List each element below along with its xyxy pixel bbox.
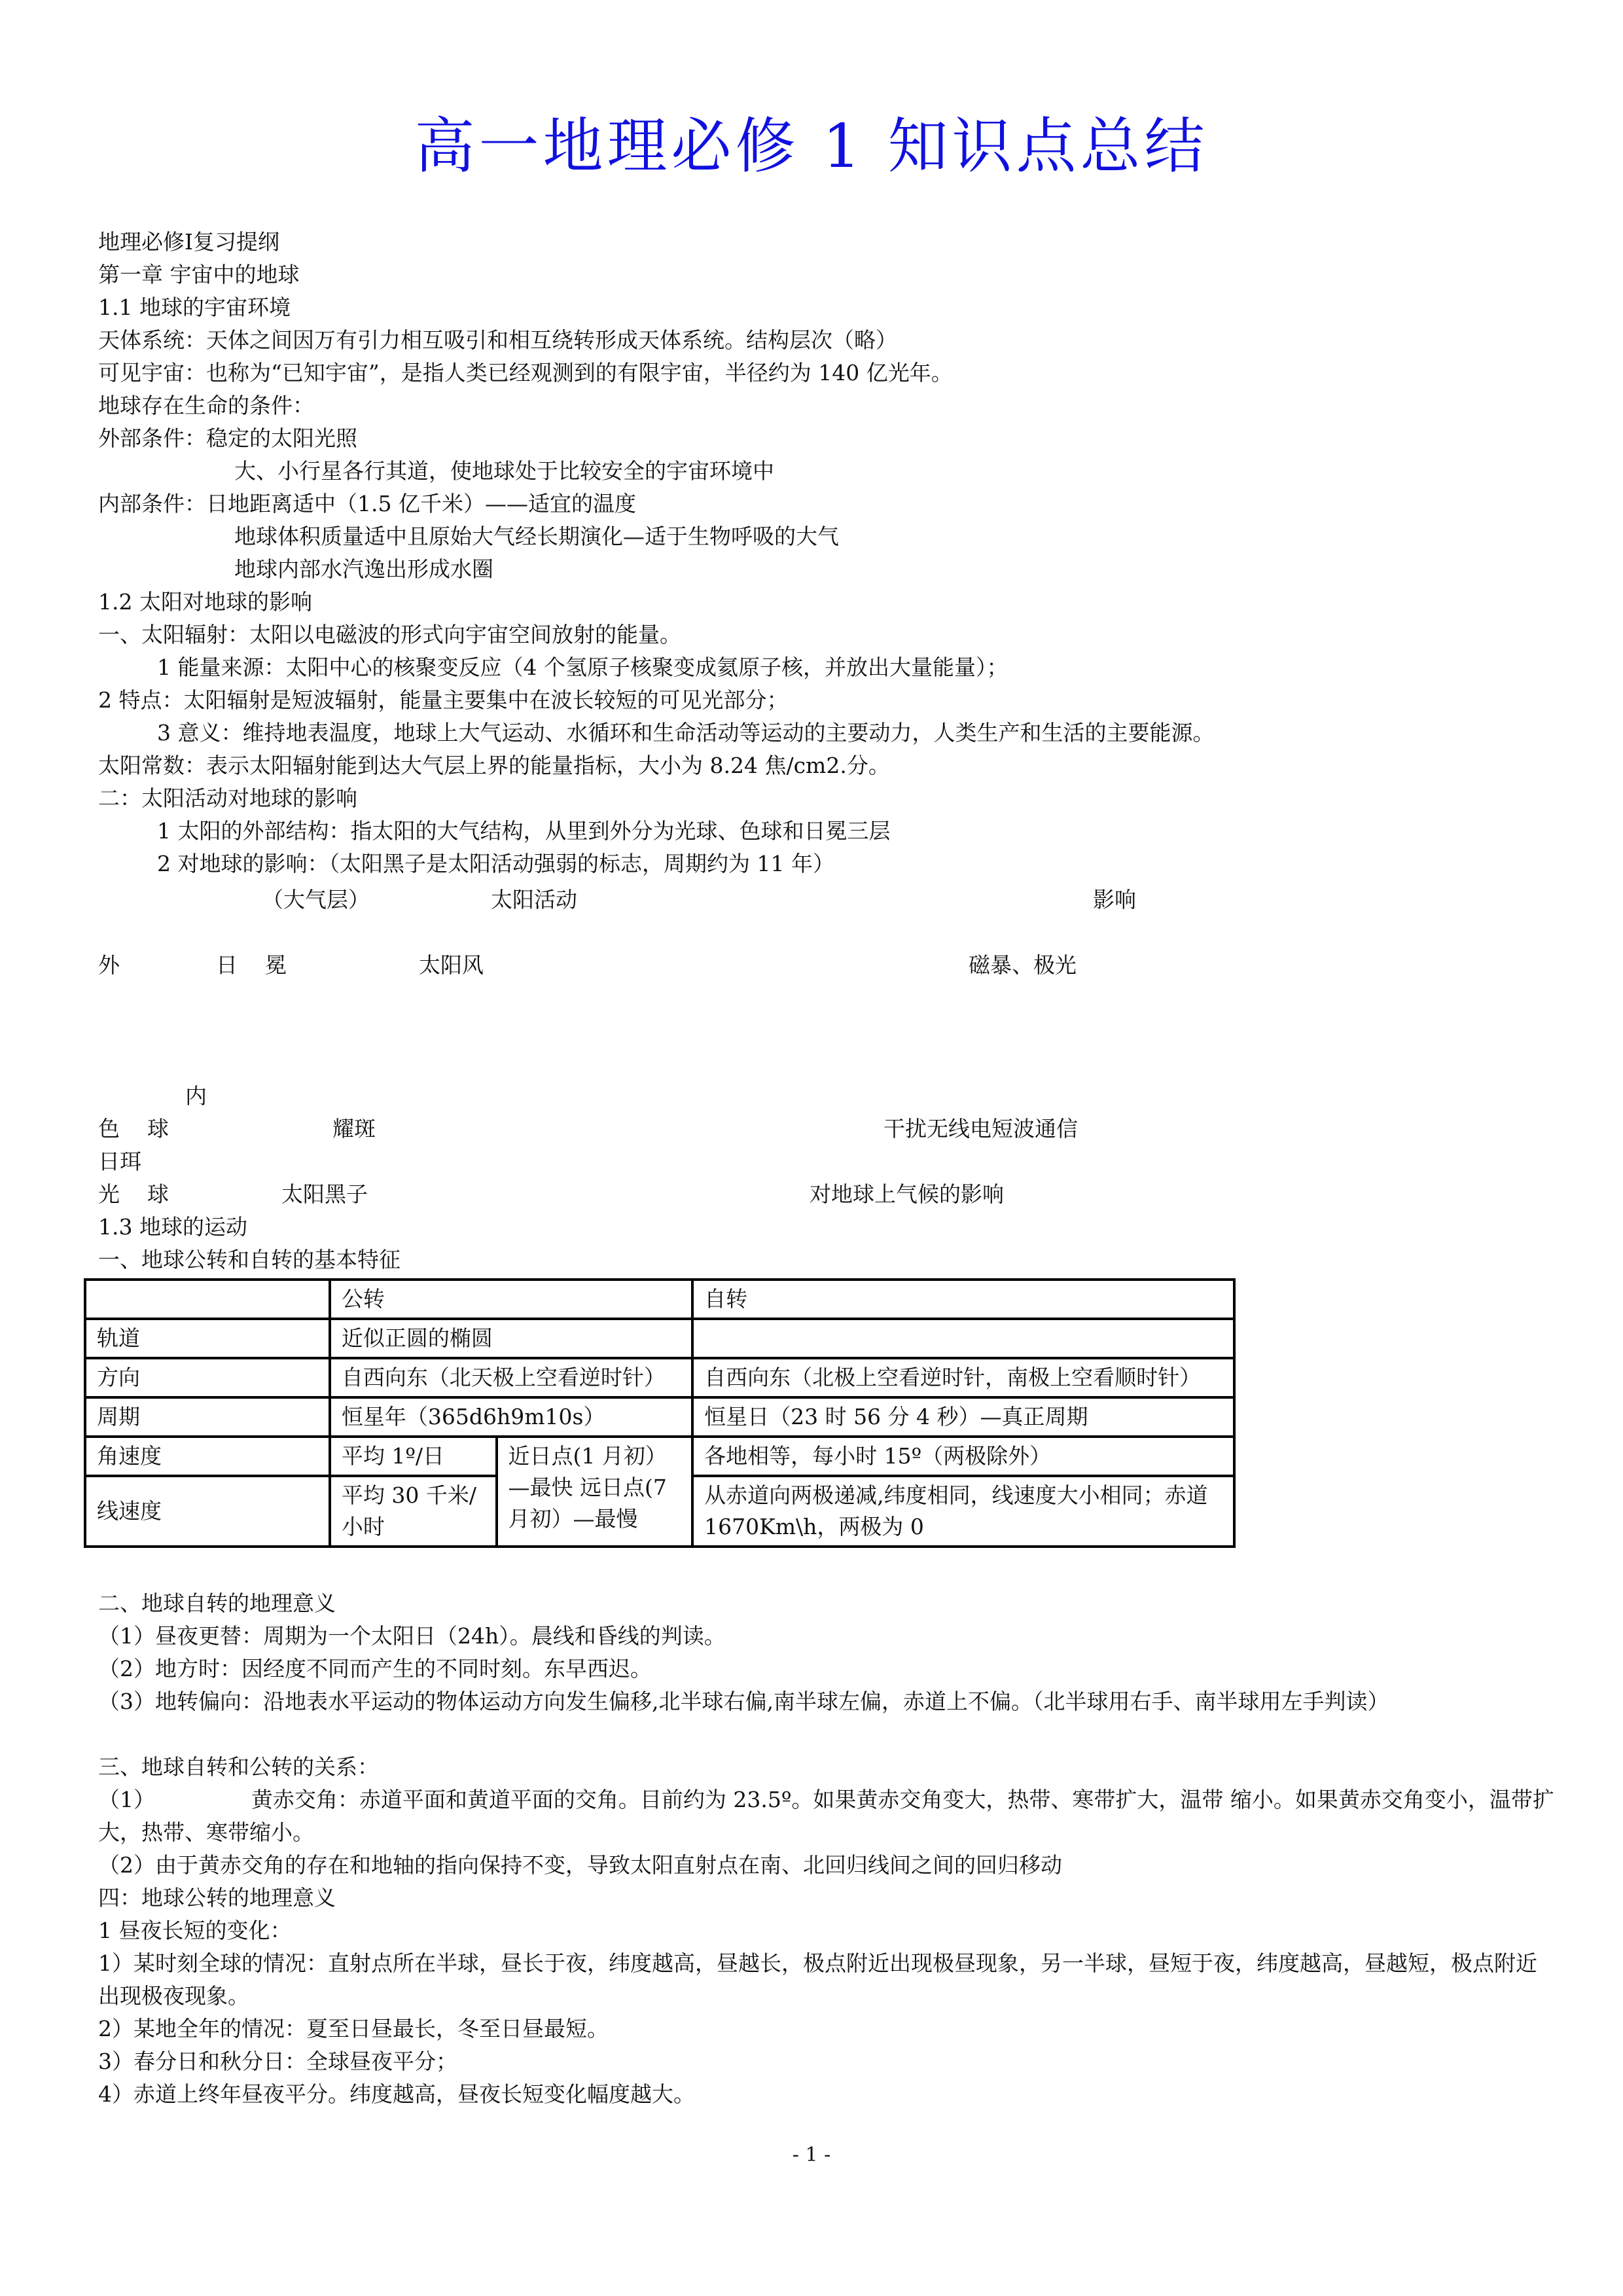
rotation-item-1: （1）昼夜更替：周期为一个太阳日（24h）。晨线和昏线的判读。 xyxy=(98,1623,726,1649)
diagram-photosphere: 光 球 xyxy=(98,1181,169,1207)
table-cell: 周期 xyxy=(85,1397,330,1437)
relation-heading: 三、地球自转和公转的关系： xyxy=(98,1754,379,1780)
solar-radiation-text: 一、太阳辐射：太阳以电磁波的形式向宇宙空间放射的能量。 xyxy=(98,622,681,647)
internal-condition-2: 地球体积质量适中且原始大气经长期演化—适于生物呼吸的大气 xyxy=(234,524,839,549)
diagram-chromosphere: 色 球 xyxy=(98,1116,169,1141)
table-row xyxy=(85,1437,1234,1476)
table-cell: 角速度 xyxy=(85,1437,330,1476)
rotation-significance-heading: 二、地球自转的地理意义 xyxy=(98,1590,336,1616)
diagram-outer-label: 外 xyxy=(98,952,120,978)
table-title: 一、地球公转和自转的基本特征 xyxy=(98,1247,401,1272)
section-heading-1-2: 1.2 太阳对地球的影响 xyxy=(98,589,312,615)
internal-condition-3: 地球内部水汽逸出形成水圈 xyxy=(234,556,493,582)
section-heading-1-3: 1.3 地球的运动 xyxy=(98,1214,247,1240)
page-number: - 1 - xyxy=(792,2144,831,2166)
table-row xyxy=(85,1397,1234,1437)
diagram-sunspot: 太阳黑子 xyxy=(281,1181,368,1207)
table-cell: 轨道 xyxy=(85,1319,330,1358)
day-night-item-4: 4）赤道上终年昼夜平分。纬度越高，昼夜长短变化幅度越大。 xyxy=(98,2081,695,2107)
table-header-revolution: 公转 xyxy=(330,1280,692,1319)
table-cell xyxy=(85,1280,330,1319)
rotation-item-2: （2）地方时：因经度不同而产生的不同时刻。东早西迟。 xyxy=(98,1656,652,1681)
solar-activity-heading: 二：太阳活动对地球的影响 xyxy=(98,785,357,811)
significance-text: 3 意义：维持地表温度，地球上大气运动、水循环和生命活动等运动的主要动力，人类生产和生活的主要能源。 xyxy=(157,720,1215,745)
table-cell: 各地相等，每小时 15º（两极除外） xyxy=(692,1437,1234,1476)
diagram-radio-interference: 干扰无线电短波通信 xyxy=(883,1116,1078,1141)
table-cell: 平均 30 千米/小时 xyxy=(330,1476,497,1547)
table-row xyxy=(85,1280,1234,1319)
section-heading-1-1: 1.1 地球的宇宙环境 xyxy=(98,295,291,320)
diagram-col-effect: 影响 xyxy=(1093,887,1136,912)
solar-constant-text: 太阳常数：表示太阳辐射能到达大气层上界的能量指标，大小为 8.24 焦/cm2.分。 xyxy=(98,753,890,778)
diagram-flare: 耀斑 xyxy=(332,1116,376,1141)
table-cell: 恒星日（23 时 56 分 4 秒）—真正周期 xyxy=(692,1397,1234,1437)
diagram-solar-wind: 太阳风 xyxy=(419,952,484,978)
earth-impact-text: 2 对地球的影响：（太阳黑子是太阳活动强弱的标志，周期约为 11 年） xyxy=(157,851,834,876)
internal-condition-1: 内部条件：日地距离适中（1.5 亿千米）——适宜的温度 xyxy=(98,491,636,516)
relation-item-1: （1） 黄赤交角：赤道平面和黄道平面的交角。目前约为 23.5º。如果黄赤交角变大，热带、寒带扩大，温带 缩小。如果黄赤交角变小，温带扩大，热带、寒带缩小。 xyxy=(98,1787,1554,1845)
day-night-heading: 1 昼夜长短的变化： xyxy=(98,1918,292,1943)
day-night-item-2: 2）某地全年的情况：夏至日昼最长，冬至日昼最短。 xyxy=(98,2016,609,2041)
rotation-item-3: （3）地转偏向：沿地表水平运动的物体运动方向发生偏移,北半球右偏,南半球左偏，赤道上不偏。（北半球用右手、南半球用左手判读） xyxy=(98,1689,1389,1714)
energy-source-text: 1 能量来源：太阳中心的核聚变反应（4 个氢原子核聚变成氦原子核，并放出大量能量）； xyxy=(157,655,1008,680)
celestial-system-text: 天体系统：天体之间因万有引力相互吸引和相互绕转形成天体系统。结构层次（略） xyxy=(98,327,897,353)
table-cell: 近似正圆的椭圆 xyxy=(330,1319,692,1358)
day-night-item-1: 1）某时刻全球的情况：直射点所在半球，昼长于夜，纬度越高，昼越长，极点附近出现极昼现象，另一半球，昼短于夜，纬度越高，昼越短，极点附近出现极夜现象。 xyxy=(98,1950,1537,2009)
table-cell: 从赤道向两极递减,纬度相同，线速度大小相同；赤道 1670Km\h，两极为 0 xyxy=(692,1476,1234,1547)
relation-item-2: （2）由于黄赤交角的存在和地轴的指向保持不变，导致太阳直射点在南、北回归线间之间的回归移动 xyxy=(98,1852,1062,1878)
chapter-heading: 第一章 宇宙中的地球 xyxy=(98,262,300,287)
motion-features-table xyxy=(84,1278,1236,1548)
diagram-corona: 日 冕 xyxy=(216,952,287,978)
table-row xyxy=(85,1319,1234,1358)
table-cell: 线速度 xyxy=(85,1476,330,1547)
table-cell: 恒星年（365d6h9m10s） xyxy=(330,1397,692,1437)
diagram-climate-effect: 对地球上气候的影响 xyxy=(810,1181,1004,1207)
table-cell: 平均 1º/日 xyxy=(330,1437,497,1476)
diagram-inner-label: 内 xyxy=(185,1083,207,1109)
diagram-col-activity: 太阳活动 xyxy=(491,887,577,912)
external-condition-1: 外部条件：稳定的太阳光照 xyxy=(98,425,357,451)
life-conditions-text: 地球存在生命的条件： xyxy=(98,393,314,418)
sun-structure-text: 1 太阳的外部结构：指太阳的大气结构，从里到外分为光球、色球和日冕三层 xyxy=(157,818,891,844)
table-cell xyxy=(692,1319,1234,1358)
external-condition-2: 大、小行星各行其道，使地球处于比较安全的宇宙环境中 xyxy=(234,458,774,484)
revolution-significance-heading: 四：地球公转的地理意义 xyxy=(98,1885,336,1910)
table-cell: 自西向东（北极上空看逆时针，南极上空看顺时针） xyxy=(692,1358,1234,1397)
table-row xyxy=(85,1358,1234,1397)
document-title: 高一地理必修 1 知识点总结 xyxy=(414,111,1209,181)
table-cell-perihelion: 近日点(1 月初）—最快 远日点(7 月初）—最慢 xyxy=(497,1437,693,1547)
day-night-item-3: 3）春分日和秋分日：全球昼夜平分； xyxy=(98,2049,457,2074)
table-cell: 方向 xyxy=(85,1358,330,1397)
table-cell: 自西向东（北天极上空看逆时针） xyxy=(330,1358,692,1397)
features-text: 2 特点：太阳辐射是短波辐射，能量主要集中在波长较短的可见光部分； xyxy=(98,687,789,713)
table-header-rotation: 自转 xyxy=(692,1280,1234,1319)
diagram-col-layer: （大气层） xyxy=(262,887,370,912)
diagram-magnetic-storm: 磁暴、极光 xyxy=(969,952,1077,978)
outline-header: 地理必修Ⅰ复习提纲 xyxy=(98,229,280,255)
diagram-prominence: 日珥 xyxy=(98,1149,141,1174)
visible-universe-text: 可见宇宙：也称为“已知宇宙”，是指人类已经观测到的有限宇宙，半径约为 140 亿光年。 xyxy=(98,360,953,386)
